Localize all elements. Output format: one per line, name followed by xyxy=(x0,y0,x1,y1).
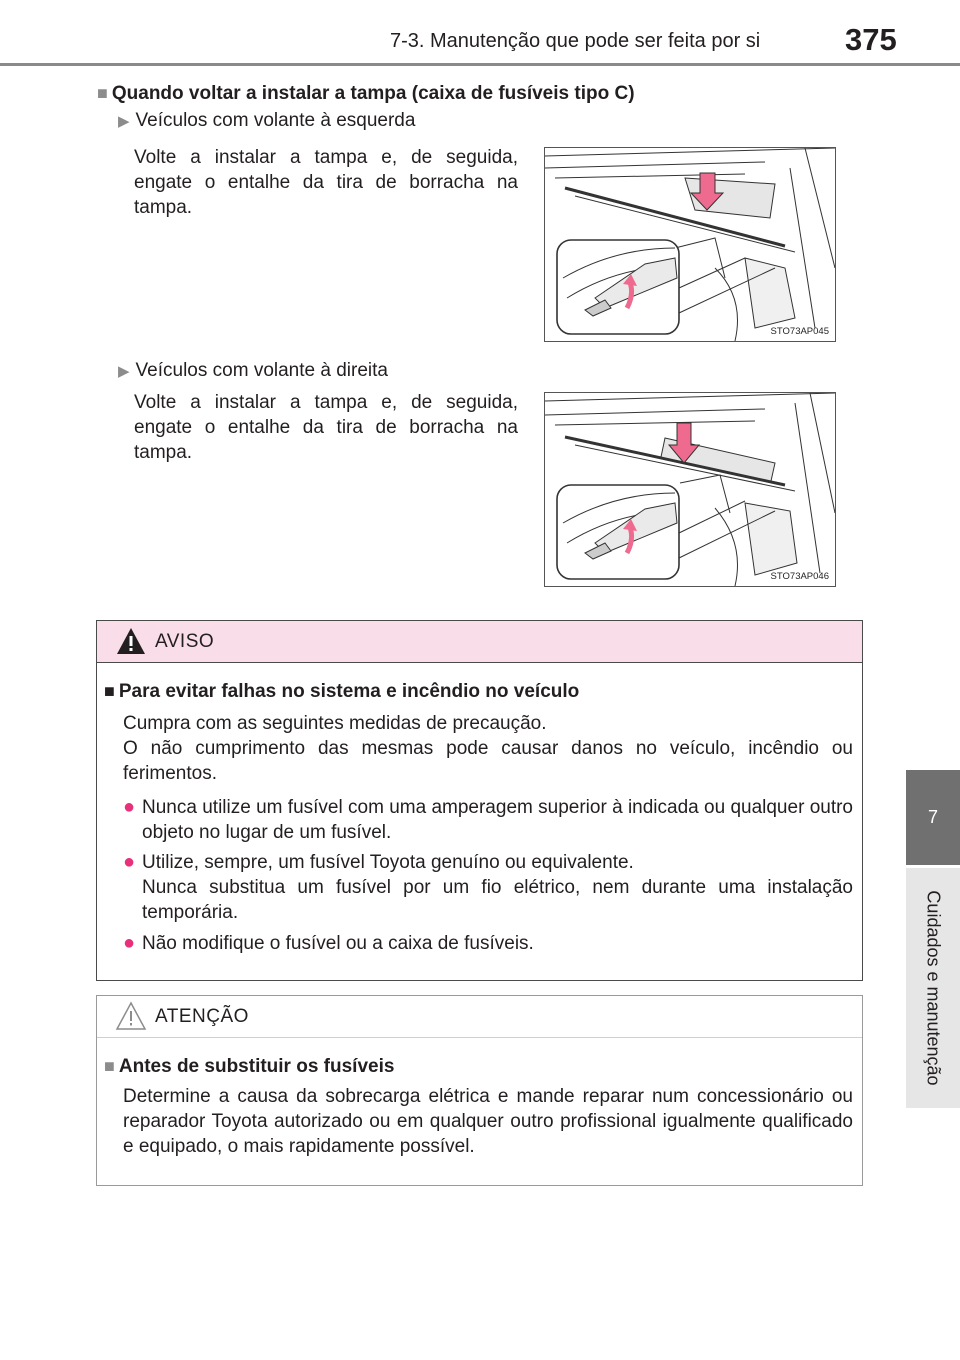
warning-bullet-3 xyxy=(123,931,853,956)
square-bullet-icon: ■ xyxy=(97,83,108,103)
warning-subheading xyxy=(104,681,579,703)
warning-triangle-icon xyxy=(115,626,147,656)
header-divider xyxy=(0,63,960,66)
caution-triangle-icon xyxy=(115,1001,147,1031)
chapter-label: Cuidados e manutenção xyxy=(923,890,944,1086)
chapter-tab[interactable] xyxy=(906,770,960,865)
page-number: 375 xyxy=(845,22,897,57)
warning-intro xyxy=(123,711,853,786)
caution-text: Determine a causa da sobrecarga elétrica e mande reparar num concessionário ou reparador Toyota autorizado ou em qualquer outro profissional igualmente qualificado e equipado, o mais rapidamente possível. xyxy=(123,1086,853,1157)
triangle-bullet-icon: ▶ xyxy=(118,113,130,130)
caution-title: ATENÇÃO xyxy=(155,1006,249,1027)
bullet-dot-icon: ● xyxy=(123,932,136,954)
caution-box xyxy=(96,995,863,1186)
chapter-number: 7 xyxy=(927,807,938,827)
warning-box xyxy=(96,620,863,981)
rhd-figure xyxy=(544,392,836,587)
bullet-dot-icon: ● xyxy=(123,851,136,873)
bullet-dot-icon: ● xyxy=(123,796,136,818)
rhd-subheading-text: Veículos com volante à direita xyxy=(135,360,388,381)
warning-bullet-2 xyxy=(123,850,853,925)
lhd-figure xyxy=(544,147,836,342)
chapter-side-label xyxy=(906,868,960,1108)
rhd-figure-code: STO73AP046 xyxy=(770,571,829,582)
warning-bullet-1 xyxy=(123,795,853,845)
warning-title: AVISO xyxy=(155,631,215,652)
square-bullet-icon: ■ xyxy=(104,681,115,701)
lhd-subheading-text: Veículos com volante à esquerda xyxy=(135,110,416,131)
warning-bullet-1-text: Nunca utilize um fusível com uma amperagem superior à indicada ou qualquer outro objeto no lugar de um fusível. xyxy=(142,797,853,843)
lhd-figure-code: STO73AP045 xyxy=(770,326,829,337)
rhd-instruction: Volte a instalar a tampa e, de seguida, engate o entalhe da tira de borracha na tampa. xyxy=(134,392,518,463)
warning-bullet-3-text: Não modifique o fusível ou a caixa de fusíveis. xyxy=(142,933,534,954)
warning-bullet-2-text: Utilize, sempre, um fusível Toyota genuíno ou equivalente. xyxy=(142,852,634,873)
warning-intro-line-1: Cumpra com as seguintes medidas de precaução. xyxy=(123,713,547,734)
warning-subheading-text: Para evitar falhas no sistema e incêndio no veículo xyxy=(118,681,580,702)
warning-header xyxy=(97,621,862,663)
warning-intro-line-2: O não cumprimento das mesmas pode causar danos no veículo, incêndio ou ferimentos. xyxy=(123,738,853,784)
rhd-figure-illustration xyxy=(545,393,835,586)
section-heading-text: Quando voltar a instalar a tampa (caixa de fusíveis tipo C) xyxy=(111,83,635,104)
caution-header xyxy=(97,996,862,1038)
caution-subheading-text: Antes de substituir os fusíveis xyxy=(118,1056,395,1077)
header-section-title: 7-3. Manutenção que pode ser feita por si xyxy=(390,30,761,52)
section-heading xyxy=(97,83,635,105)
triangle-bullet-icon: ▶ xyxy=(118,363,130,380)
lhd-figure-illustration xyxy=(545,148,835,341)
lhd-instruction: Volte a instalar a tampa e, de seguida, engate o entalhe da tira de borracha na tampa. xyxy=(134,147,518,218)
square-bullet-icon: ■ xyxy=(104,1056,115,1076)
caution-subheading xyxy=(104,1056,394,1078)
lhd-subheading xyxy=(118,110,415,132)
warning-bullet-2-detail: Nunca substitua um fusível por um fio elétrico, nem durante uma instalação temporária. xyxy=(142,877,853,923)
rhd-subheading xyxy=(118,360,388,382)
